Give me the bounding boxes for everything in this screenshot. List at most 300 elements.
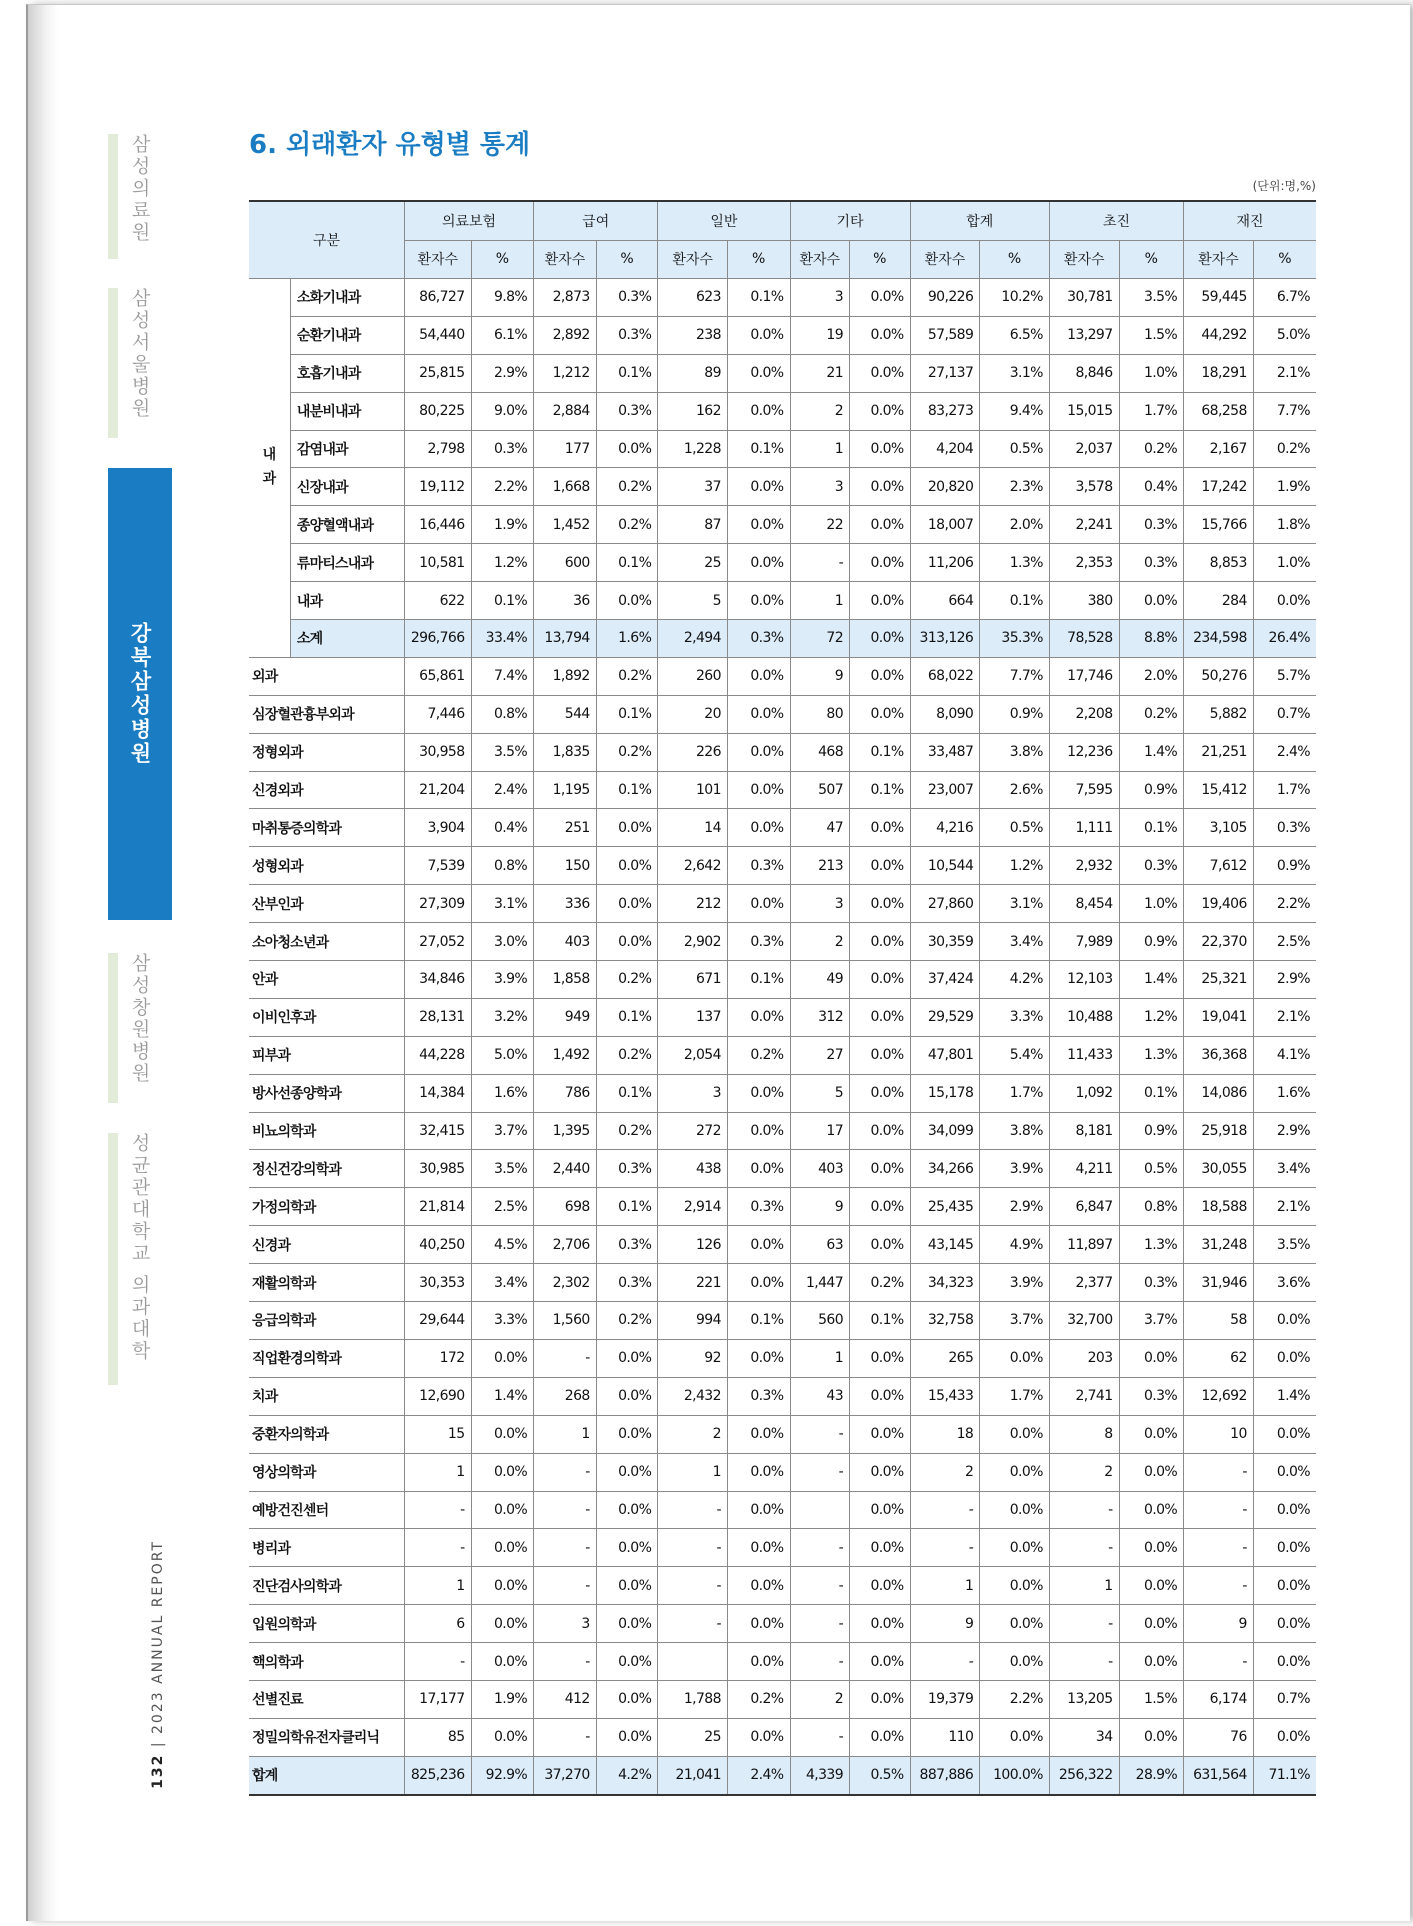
percent-cell: 0.0% bbox=[850, 1415, 911, 1453]
percent-cell: 0.3% bbox=[1119, 506, 1184, 544]
patient-count-cell: 63 bbox=[790, 1226, 850, 1264]
table-row bbox=[249, 809, 1316, 847]
percent-cell: 0.5% bbox=[980, 809, 1050, 847]
percent-cell: 3.4% bbox=[471, 1264, 534, 1302]
unit-label: (단위:명,%) bbox=[1252, 179, 1316, 193]
department-name: 류마티스내과 bbox=[290, 544, 404, 582]
percent-header: % bbox=[1119, 240, 1184, 279]
patients-count-header: 환자수 bbox=[534, 240, 597, 279]
patient-count-cell: - bbox=[790, 544, 850, 582]
department-name: 마취통증의학과 bbox=[249, 809, 404, 847]
group-header: 재진 bbox=[1184, 201, 1316, 240]
percent-cell: 3.9% bbox=[471, 961, 534, 999]
sidebar-tab-samsung-changwon-hospital[interactable]: 삼성창원병원 bbox=[108, 953, 172, 1103]
department-name: 내과 bbox=[290, 582, 404, 620]
patient-count-cell: 30,958 bbox=[404, 733, 471, 771]
percent-cell: 0.3% bbox=[596, 1264, 658, 1302]
patients-count-header: 환자수 bbox=[1184, 240, 1254, 279]
patient-count-cell: - bbox=[534, 1339, 597, 1377]
patient-count-cell: 2,167 bbox=[1184, 430, 1254, 468]
percent-cell: 0.0% bbox=[727, 733, 790, 771]
percent-cell: 0.1% bbox=[471, 582, 534, 620]
percent-cell: 1.4% bbox=[1119, 961, 1184, 999]
percent-cell: 0.3% bbox=[471, 430, 534, 468]
percent-cell: 1.0% bbox=[1119, 354, 1184, 392]
patient-count-cell: - bbox=[534, 1529, 597, 1567]
percent-cell: 0.3% bbox=[596, 316, 658, 354]
percent-cell: 10.2% bbox=[980, 279, 1050, 317]
percent-cell: 1.2% bbox=[471, 544, 534, 582]
patient-count-cell: 2 bbox=[790, 1680, 850, 1718]
patient-count-cell: 468 bbox=[790, 733, 850, 771]
patient-count-cell: 17,746 bbox=[1049, 657, 1119, 695]
percent-cell: 0.1% bbox=[980, 582, 1050, 620]
percent-cell: 3.4% bbox=[1253, 1150, 1316, 1188]
patient-count-cell: 256,322 bbox=[1049, 1756, 1119, 1794]
percent-cell: 1.4% bbox=[471, 1377, 534, 1415]
patient-count-cell: 1,195 bbox=[534, 771, 597, 809]
percent-cell: 0.1% bbox=[727, 961, 790, 999]
patient-count-cell: 58 bbox=[1184, 1302, 1254, 1340]
patient-count-cell: 7,612 bbox=[1184, 847, 1254, 885]
patient-count-cell: 47 bbox=[790, 809, 850, 847]
percent-cell: 0.0% bbox=[850, 544, 911, 582]
patient-count-cell: 3,105 bbox=[1184, 809, 1254, 847]
patient-count-cell: 15,766 bbox=[1184, 506, 1254, 544]
percent-cell: 2.4% bbox=[727, 1756, 790, 1794]
percent-cell: 3.7% bbox=[1119, 1302, 1184, 1340]
percent-cell: 0.0% bbox=[727, 582, 790, 620]
percent-cell: 33.4% bbox=[471, 620, 534, 658]
percent-cell: 92.9% bbox=[471, 1756, 534, 1794]
patient-count-cell: 336 bbox=[534, 885, 597, 923]
patient-count-cell: 1,835 bbox=[534, 733, 597, 771]
percent-cell: 0.0% bbox=[596, 1605, 658, 1643]
patient-count-cell: 110 bbox=[910, 1718, 980, 1756]
percent-cell: 0.0% bbox=[727, 1339, 790, 1377]
patient-count-cell: 786 bbox=[534, 1074, 597, 1112]
group-header: 초진 bbox=[1049, 201, 1183, 240]
sidebar-tab-kangbuk-samsung-hospital[interactable]: 강북삼성병원 bbox=[108, 468, 172, 920]
percent-cell: 1.4% bbox=[1119, 733, 1184, 771]
percent-cell: 0.0% bbox=[1253, 1415, 1316, 1453]
percent-cell: 0.0% bbox=[727, 1643, 790, 1681]
patient-count-cell: 10,488 bbox=[1049, 998, 1119, 1036]
patient-count-cell: 994 bbox=[658, 1302, 728, 1340]
subtotal-row bbox=[249, 620, 1316, 658]
percent-cell: 0.0% bbox=[727, 695, 790, 733]
patient-count-cell: 78,528 bbox=[1049, 620, 1119, 658]
patient-count-cell: 1,395 bbox=[534, 1112, 597, 1150]
patient-count-cell: 544 bbox=[534, 695, 597, 733]
table-row bbox=[249, 885, 1316, 923]
percent-cell: 4.2% bbox=[596, 1756, 658, 1794]
percent-cell: 3.8% bbox=[980, 1112, 1050, 1150]
patient-count-cell: 137 bbox=[658, 998, 728, 1036]
patient-count-cell bbox=[658, 1643, 728, 1681]
table-row bbox=[249, 998, 1316, 1036]
table-row bbox=[249, 695, 1316, 733]
percent-cell: 0.0% bbox=[596, 1339, 658, 1377]
percent-cell: 0.5% bbox=[1119, 1150, 1184, 1188]
percent-header: % bbox=[596, 240, 658, 279]
patient-count-cell: 40,250 bbox=[404, 1226, 471, 1264]
patient-count-cell: 2 bbox=[790, 923, 850, 961]
patient-count-cell: 20 bbox=[658, 695, 728, 733]
patient-count-cell: 14,384 bbox=[404, 1074, 471, 1112]
patient-count-cell: 507 bbox=[790, 771, 850, 809]
patient-count-cell: - bbox=[534, 1567, 597, 1605]
patient-count-cell: 27,860 bbox=[910, 885, 980, 923]
department-name: 진단검사의학과 bbox=[249, 1567, 404, 1605]
patient-count-cell: 260 bbox=[658, 657, 728, 695]
patient-count-cell: 21 bbox=[790, 354, 850, 392]
percent-cell: 0.0% bbox=[727, 1567, 790, 1605]
percent-cell: 0.0% bbox=[1119, 1529, 1184, 1567]
patient-count-cell: 50,276 bbox=[1184, 657, 1254, 695]
patient-count-cell: 2,377 bbox=[1049, 1264, 1119, 1302]
table-row bbox=[249, 279, 1316, 317]
percent-cell: 0.0% bbox=[850, 657, 911, 695]
patient-count-cell bbox=[790, 1491, 850, 1529]
table-row bbox=[249, 847, 1316, 885]
patient-count-cell: 177 bbox=[534, 430, 597, 468]
percent-cell: 0.1% bbox=[596, 998, 658, 1036]
percent-cell: 2.0% bbox=[1119, 657, 1184, 695]
patient-count-cell: 949 bbox=[534, 998, 597, 1036]
page-number: 132 bbox=[150, 1753, 166, 1789]
percent-cell: 4.5% bbox=[471, 1226, 534, 1264]
department-name: 소아청소년과 bbox=[249, 923, 404, 961]
percent-cell: 0.0% bbox=[471, 1529, 534, 1567]
percent-cell: 2.5% bbox=[471, 1188, 534, 1226]
patient-count-cell: 20,820 bbox=[910, 468, 980, 506]
patient-count-cell: 19,406 bbox=[1184, 885, 1254, 923]
patient-count-cell: 8,454 bbox=[1049, 885, 1119, 923]
percent-cell: 1.0% bbox=[1253, 544, 1316, 582]
percent-cell: 0.9% bbox=[1253, 847, 1316, 885]
patient-count-cell: 284 bbox=[1184, 582, 1254, 620]
percent-cell: 9.4% bbox=[980, 392, 1050, 430]
table-row bbox=[249, 506, 1316, 544]
percent-cell: 0.5% bbox=[980, 430, 1050, 468]
patient-count-cell: - bbox=[790, 1643, 850, 1681]
percent-cell: 0.0% bbox=[727, 998, 790, 1036]
row-header: 구분 bbox=[249, 201, 404, 279]
patient-count-cell: 17,177 bbox=[404, 1680, 471, 1718]
percent-cell: 1.4% bbox=[1253, 1377, 1316, 1415]
table-row bbox=[249, 1453, 1316, 1491]
patients-count-header: 환자수 bbox=[404, 240, 471, 279]
patient-count-cell: 221 bbox=[658, 1264, 728, 1302]
patient-count-cell: - bbox=[658, 1605, 728, 1643]
patient-count-cell: - bbox=[1049, 1529, 1119, 1567]
percent-cell: 1.6% bbox=[471, 1074, 534, 1112]
percent-cell: 1.9% bbox=[471, 506, 534, 544]
percent-cell: 0.0% bbox=[727, 771, 790, 809]
patient-count-cell: 14 bbox=[658, 809, 728, 847]
percent-cell: 2.1% bbox=[1253, 354, 1316, 392]
patient-count-cell: 11,433 bbox=[1049, 1036, 1119, 1074]
patient-count-cell: 671 bbox=[658, 961, 728, 999]
percent-cell: 0.0% bbox=[850, 1188, 911, 1226]
patient-count-cell: 27,309 bbox=[404, 885, 471, 923]
patient-count-cell: 312 bbox=[790, 998, 850, 1036]
patient-count-cell: 32,415 bbox=[404, 1112, 471, 1150]
patient-count-cell: - bbox=[534, 1491, 597, 1529]
percent-cell: 2.0% bbox=[980, 506, 1050, 544]
percent-cell: 0.0% bbox=[850, 620, 911, 658]
table-row bbox=[249, 1074, 1316, 1112]
patient-count-cell: 19,112 bbox=[404, 468, 471, 506]
patient-count-cell: - bbox=[404, 1643, 471, 1681]
patient-count-cell: 34,266 bbox=[910, 1150, 980, 1188]
percent-cell: 0.2% bbox=[596, 468, 658, 506]
patient-count-cell: 3 bbox=[790, 885, 850, 923]
patient-count-cell: 4,211 bbox=[1049, 1150, 1119, 1188]
percent-cell: 3.8% bbox=[980, 733, 1050, 771]
table-row bbox=[249, 1188, 1316, 1226]
percent-cell: 1.6% bbox=[1253, 1074, 1316, 1112]
patient-count-cell: - bbox=[534, 1643, 597, 1681]
patient-count-cell: - bbox=[658, 1491, 728, 1529]
percent-cell: 6.7% bbox=[1253, 279, 1316, 317]
percent-cell: 0.0% bbox=[471, 1718, 534, 1756]
percent-cell: 0.0% bbox=[850, 506, 911, 544]
patient-count-cell: 13,205 bbox=[1049, 1680, 1119, 1718]
percent-cell: 3.5% bbox=[1119, 279, 1184, 317]
patient-count-cell: 3 bbox=[790, 468, 850, 506]
percent-cell: 0.7% bbox=[1253, 1680, 1316, 1718]
patient-count-cell: 2 bbox=[1049, 1453, 1119, 1491]
patient-count-cell: 8,846 bbox=[1049, 354, 1119, 392]
percent-cell: 0.0% bbox=[980, 1605, 1050, 1643]
percent-cell: 0.0% bbox=[727, 1415, 790, 1453]
percent-cell: 0.0% bbox=[596, 1529, 658, 1567]
patient-count-cell: 1,092 bbox=[1049, 1074, 1119, 1112]
patient-count-cell: 12,103 bbox=[1049, 961, 1119, 999]
percent-cell: 0.0% bbox=[727, 506, 790, 544]
percent-cell: 2.2% bbox=[1253, 885, 1316, 923]
percent-cell: 0.2% bbox=[1119, 430, 1184, 468]
percent-cell: 3.7% bbox=[980, 1302, 1050, 1340]
percent-cell: 0.0% bbox=[596, 809, 658, 847]
patient-count-cell: 21,041 bbox=[658, 1756, 728, 1794]
percent-cell: 9.8% bbox=[471, 279, 534, 317]
percent-cell: 0.0% bbox=[850, 1150, 911, 1188]
patient-count-cell: 1 bbox=[404, 1453, 471, 1491]
patient-count-cell: - bbox=[1049, 1605, 1119, 1643]
patient-count-cell: 238 bbox=[658, 316, 728, 354]
department-name: 예방건진센터 bbox=[249, 1491, 404, 1529]
percent-cell: 9.0% bbox=[471, 392, 534, 430]
patient-count-cell: 2,932 bbox=[1049, 847, 1119, 885]
patient-count-cell: 25,321 bbox=[1184, 961, 1254, 999]
percent-cell: 2.1% bbox=[1253, 1188, 1316, 1226]
percent-cell: 0.3% bbox=[596, 1150, 658, 1188]
total-label: 합계 bbox=[249, 1756, 404, 1794]
patient-count-cell: 1 bbox=[1049, 1567, 1119, 1605]
department-name: 성형외과 bbox=[249, 847, 404, 885]
percent-cell: 2.2% bbox=[980, 1680, 1050, 1718]
patient-count-cell: 49 bbox=[790, 961, 850, 999]
percent-cell: 7.7% bbox=[1253, 392, 1316, 430]
percent-cell: 2.5% bbox=[1253, 923, 1316, 961]
percent-cell: 0.0% bbox=[1119, 582, 1184, 620]
patient-count-cell: 21,814 bbox=[404, 1188, 471, 1226]
header-row-groups bbox=[249, 201, 1316, 240]
percent-cell: 0.9% bbox=[1119, 771, 1184, 809]
percent-cell: 0.0% bbox=[1119, 1718, 1184, 1756]
percent-cell: 0.0% bbox=[1253, 1718, 1316, 1756]
percent-cell: 2.2% bbox=[471, 468, 534, 506]
patient-count-cell: - bbox=[658, 1567, 728, 1605]
patient-count-cell: 1,212 bbox=[534, 354, 597, 392]
percent-cell: 5.0% bbox=[471, 1036, 534, 1074]
patient-count-cell: 9 bbox=[790, 657, 850, 695]
patient-count-cell: 2 bbox=[658, 1415, 728, 1453]
patient-count-cell: 31,946 bbox=[1184, 1264, 1254, 1302]
percent-cell: 0.0% bbox=[727, 1718, 790, 1756]
patient-count-cell: 34,323 bbox=[910, 1264, 980, 1302]
patient-count-cell: 23,007 bbox=[910, 771, 980, 809]
patient-count-cell: 16,446 bbox=[404, 506, 471, 544]
patient-count-cell: 13,794 bbox=[534, 620, 597, 658]
patient-count-cell: 29,529 bbox=[910, 998, 980, 1036]
percent-cell: 0.0% bbox=[850, 998, 911, 1036]
percent-cell: 8.8% bbox=[1119, 620, 1184, 658]
patient-count-cell: 1 bbox=[790, 430, 850, 468]
percent-cell: 0.5% bbox=[850, 1756, 911, 1794]
percent-cell: 0.0% bbox=[727, 316, 790, 354]
patient-count-cell: 162 bbox=[658, 392, 728, 430]
percent-cell: 0.3% bbox=[727, 1377, 790, 1415]
patient-count-cell: 412 bbox=[534, 1680, 597, 1718]
percent-cell: 0.0% bbox=[471, 1453, 534, 1491]
department-name: 심장혈관흉부외과 bbox=[249, 695, 404, 733]
patient-count-cell: 8 bbox=[1049, 1415, 1119, 1453]
patient-count-cell: 203 bbox=[1049, 1339, 1119, 1377]
patient-count-cell: 2,884 bbox=[534, 392, 597, 430]
percent-cell: 3.2% bbox=[471, 998, 534, 1036]
patient-count-cell: 54,440 bbox=[404, 316, 471, 354]
percent-cell: 0.0% bbox=[1119, 1605, 1184, 1643]
patients-count-header: 환자수 bbox=[658, 240, 728, 279]
patient-count-cell: 15 bbox=[404, 1415, 471, 1453]
patient-count-cell: 2,054 bbox=[658, 1036, 728, 1074]
percent-cell: 3.6% bbox=[1253, 1264, 1316, 1302]
percent-cell: 0.3% bbox=[727, 847, 790, 885]
patient-count-cell: 10 bbox=[1184, 1415, 1254, 1453]
patient-count-cell: 1 bbox=[790, 1339, 850, 1377]
table-row bbox=[249, 771, 1316, 809]
patient-count-cell: - bbox=[1184, 1567, 1254, 1605]
patient-count-cell: 1,892 bbox=[534, 657, 597, 695]
patient-count-cell: - bbox=[790, 1529, 850, 1567]
patient-count-cell: 21,251 bbox=[1184, 733, 1254, 771]
percent-cell: 0.9% bbox=[1119, 1112, 1184, 1150]
percent-cell: 0.0% bbox=[471, 1339, 534, 1377]
sidebar-tab-skku-medicine[interactable]: 성균관대학교 의과대학 bbox=[108, 1133, 172, 1385]
patient-count-cell: 8,853 bbox=[1184, 544, 1254, 582]
percent-cell: 0.0% bbox=[980, 1567, 1050, 1605]
group-header: 합계 bbox=[910, 201, 1049, 240]
percent-cell: 0.4% bbox=[471, 809, 534, 847]
patient-count-cell: - bbox=[534, 1718, 597, 1756]
percent-cell: 2.6% bbox=[980, 771, 1050, 809]
patient-count-cell: 3 bbox=[790, 279, 850, 317]
percent-cell: 0.0% bbox=[727, 1150, 790, 1188]
percent-cell: 2.4% bbox=[1253, 733, 1316, 771]
percent-cell: 1.5% bbox=[1119, 1680, 1184, 1718]
patient-count-cell: 2 bbox=[790, 392, 850, 430]
patient-count-cell: 21,204 bbox=[404, 771, 471, 809]
patient-count-cell: 28,131 bbox=[404, 998, 471, 1036]
percent-cell: 0.3% bbox=[727, 1188, 790, 1226]
department-name: 신경외과 bbox=[249, 771, 404, 809]
patient-count-cell: - bbox=[910, 1529, 980, 1567]
patient-count-cell: - bbox=[1184, 1529, 1254, 1567]
patient-count-cell: 36 bbox=[534, 582, 597, 620]
percent-cell: 7.7% bbox=[980, 657, 1050, 695]
patient-count-cell: 2,741 bbox=[1049, 1377, 1119, 1415]
percent-cell: 0.0% bbox=[850, 582, 911, 620]
percent-cell: 3.9% bbox=[980, 1150, 1050, 1188]
patient-count-cell: 37,270 bbox=[534, 1756, 597, 1794]
percent-cell: 2.9% bbox=[980, 1188, 1050, 1226]
percent-cell: 1.3% bbox=[1119, 1036, 1184, 1074]
patient-count-cell: 15,433 bbox=[910, 1377, 980, 1415]
sidebar-tab-samsung-medical-center[interactable]: 삼성의료원 bbox=[108, 134, 172, 259]
patient-count-cell: - bbox=[1184, 1453, 1254, 1491]
percent-cell: 0.0% bbox=[1119, 1339, 1184, 1377]
patient-count-cell: 234,598 bbox=[1184, 620, 1254, 658]
percent-cell: 0.3% bbox=[1119, 544, 1184, 582]
patient-count-cell: 272 bbox=[658, 1112, 728, 1150]
sidebar-tab-samsung-seoul-hospital[interactable]: 삼성서울병원 bbox=[108, 288, 172, 438]
patient-count-cell: 92 bbox=[658, 1339, 728, 1377]
patient-count-cell: 44,228 bbox=[404, 1036, 471, 1074]
patient-count-cell: 18 bbox=[910, 1415, 980, 1453]
department-name: 소화기내과 bbox=[290, 279, 404, 317]
percent-cell: 0.2% bbox=[596, 961, 658, 999]
percent-cell: 0.0% bbox=[727, 885, 790, 923]
patient-count-cell: 12,692 bbox=[1184, 1377, 1254, 1415]
patient-count-cell: 2,798 bbox=[404, 430, 471, 468]
percent-cell: 71.1% bbox=[1253, 1756, 1316, 1794]
percent-cell: 0.2% bbox=[596, 657, 658, 695]
patient-count-cell: 101 bbox=[658, 771, 728, 809]
patient-count-cell: 622 bbox=[404, 582, 471, 620]
percent-cell: 28.9% bbox=[1119, 1756, 1184, 1794]
patient-count-cell: 10,544 bbox=[910, 847, 980, 885]
percent-cell: 2.3% bbox=[980, 468, 1050, 506]
percent-cell: 0.0% bbox=[727, 1074, 790, 1112]
percent-cell: 0.0% bbox=[596, 1491, 658, 1529]
percent-cell: 1.7% bbox=[1253, 771, 1316, 809]
patient-count-cell: 7,446 bbox=[404, 695, 471, 733]
percent-cell: 0.0% bbox=[471, 1643, 534, 1681]
patient-count-cell: 85 bbox=[404, 1718, 471, 1756]
patient-count-cell: 25 bbox=[658, 1718, 728, 1756]
department-name: 산부인과 bbox=[249, 885, 404, 923]
percent-cell: 0.1% bbox=[850, 771, 911, 809]
patient-count-cell: 4,216 bbox=[910, 809, 980, 847]
percent-header: % bbox=[850, 240, 911, 279]
patient-count-cell: 1,668 bbox=[534, 468, 597, 506]
percent-cell: 0.0% bbox=[850, 885, 911, 923]
percent-cell: 3.4% bbox=[980, 923, 1050, 961]
